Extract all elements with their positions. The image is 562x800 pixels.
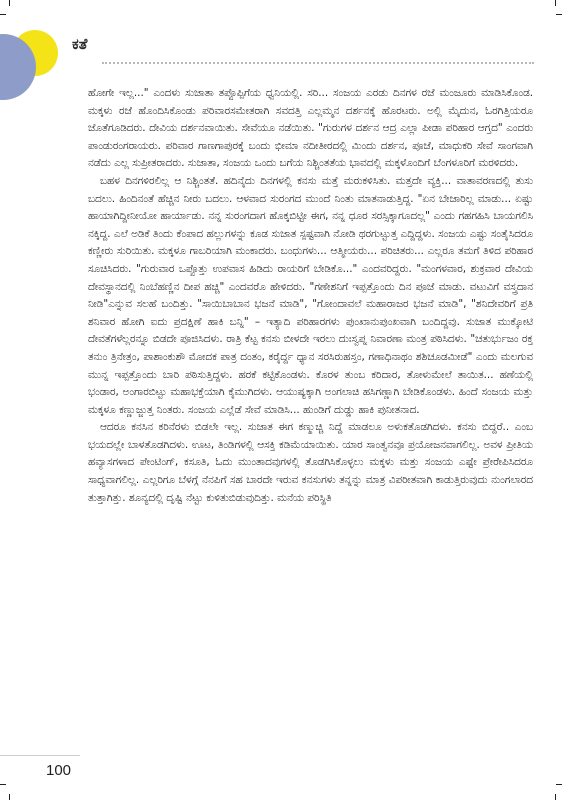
story-body xyxy=(88,85,533,507)
crop-mark xyxy=(9,794,10,800)
crop-mark xyxy=(9,0,10,6)
page-number: 100 xyxy=(46,762,72,779)
crop-mark xyxy=(556,14,562,15)
header-dotted-rule xyxy=(102,62,534,64)
crop-mark xyxy=(556,784,562,785)
paragraph: ಬಹಳ ದಿನಗಳಿರಲಿಲ್ಲ ಆ ನಿಶ್ಚಿಂತತೆ. ಹದಿನೈದು ದಿನಗಳಲ್ಲಿ ಕನಸು ಮತ್ತೆ ಮರುಕಳಿಸಿತು. ಮತ್ತದೇ ವ್ಯಕ್ತಿ... ವಾತಾವರಣದಲ್ಲಿ ತುಸು ಬದಲು. ಹಿಂದಿನಂತೆ ಹೆಚ್ಚಿನ ನೀರು ಬದಲು. ಆಳವಾದ ಸುರಂಗದ ಮುಂದೆ ನಿಂತು ಮಾತನಾಡುತ್ತಿದ್ದ. "ಏನ ಬೇಜಾರಿಲ್ಲ ಮಾಡು... ಏಷ್ಟು ಹಾಯಾಗಿದ್ದೀನೀಯೋ ಹಾರ್ಯಾಡು. ನನ್ನ ಸುರಂಗದಾಗ ಹೊಕ್ಕಬಿಟ್ಟೀ ಈಗ, ನನ್ನ ಧೂರ ಸರಸ್ಸಿಕ್ಕಾಗೂದಲ್ಲ" ಎಂದು ಗಹಗಹಿಸಿ ಬಾಯಗಲಿಸಿ ನಕ್ಕಿದ್ದ. ಎಲೆ ಅಡಿಕೆ ತಿಂದು ಕೆಂಪಾದ ಹಲ್ಲುಗಳನ್ನು ಕೂಡ ಸುಜಾತ ಸ್ಪಷ್ಟವಾಗಿ ನೋಡಿ ಥರಗುಟ್ಟುತ್ತ ಎದ್ದಿದ್ದಳು. ಸಂಜಯ ಎಷ್ಟು ಸಂತೈಸಿದರೂ ಕಣ್ಣೀರು ಸುರಿಯಿತು. ಮಕ್ಕಳೂ ಗಾಬರಿಯಾಗಿ ಮಂಕಾದರು. ಬಂಧುಗಳು... ಆತ್ಮೀಯರು... ಪರಿಚಿತರು... ಎಲ್ಲರೂ ತಮಗೆ ತಿಳಿದ ಪರಿಹಾರ ಸೂಚಿಸಿದರು. "ಗುರುವಾರ ಒಪ್ಪೊತ್ತು ಉಪವಾಸ ಹಿಡಿದು ರಾಯರಿಗೆ ಬೇಡಿಕೊ..." ಎಂದವರಿದ್ದರು. "ಮಂಗಳವಾರ, ಶುಕ್ರವಾರ ದೇವಿಯ ದೇವಸ್ಥಾನದಲ್ಲಿ ನಿಂಬೆಹಣ್ಣಿನ ದೀಪ ಹಚ್ಚಿ" ಎಂದವರೊ ಹೇಳಿದರು. "ಗಣೇಶನಿಗೆ ಇಪ್ಪತ್ತೊಂದು ದಿನ ಪೂಜೆ ಮಾಡು. ವಟುವಿಗೆ ವಸ್ತ್ರದಾನ ನೀಡಿ"ಎನ್ನುವ ಸಲಹೆ ಬಂದಿತ್ತು. "ಸಾಯಿಬಾಬಾನ ಭಜನೆ ಮಾಡಿ", "ಗೋಂದಾವಲೆ ಮಹಾರಾಜರ ಭಜನೆ ಮಾಡಿ", "ಶನಿದೇವರಿಗೆ ಪ್ರತಿ ಶನಿವಾರ ಹೋಗಿ ಐದು ಪ್ರದಕ್ಷಿಣೆ ಹಾಕಿ ಬನ್ನಿ" – ಇತ್ಯಾದಿ ಪರಿಹಾರಗಳು ಪುಂಖಾನುಪುಂಖವಾಗಿ ಬಂದಿದ್ದವು. ಸುಜಾತ ಮುಕ್ಕೋಟಿ ದೇವತೆಗಳೆಲ್ಲರನ್ನೂ ಬಿಡದೇ ಪೂಜಿಸಿದಳು. ರಾತ್ರಿ ಕೆಟ್ಟ ಕನಸು ಬೀಳದೇ ಇರಲು ದುಃಸ್ವಪ್ನ ನಿವಾರಣಾ ಮಂತ್ರ ಪಠಿಸಿದಳು. "ಚತುರ್ಭುಜಂ ರಕ್ತ ತನುಂ ತ್ರಿನೇತ್ರಂ, ಪಾಶಾಂಕುಶೌ ಮೋದಕ ಪಾತ್ರ ದಂತಂ, ಕರೈರ್ದ್ದ ಧ್ಯಾನ ಸರಸಿರುಹಸ್ತಂ, ಗಣಾಧಿನಾಥಂ ಶಶಿಚೂಡಮೀಡೆ" ಎಂದು ಮಲಗುವ ಮುನ್ನ ಇಪ್ಪತ್ತೊಂದು ಬಾರಿ ಪಠಿಸುತ್ತಿದ್ದಳು. ಹರಕೆ ಕಟ್ಟಿಕೊಂಡಳು. ಕೊರಳ ತುಂಬ ಕರಿದಾರ, ತೋಳುಮೇಲೆ ತಾಯಿತ... ಹಣೆಯಲ್ಲಿ ಭಂಡಾರ, ಅಂಗಾರಬಿಟ್ಟು ಮಹಾಭಕ್ತೆಯಾಗಿ ಕೈಮುಗಿದಳು. ಆಯುಷ್ಯಕ್ಕಾಗಿ ಅಂಗಲಾಚಿ ಹಸಿಗಣ್ಣಾಗಿ ಬೇಡಿಕೊಂಡಳು. ಹಿಂದೆ ಸಂಜಯ ಮತ್ತು ಮಕ್ಕಳೂ ಕಣ್ಣುಜ್ಜುತ್ತ ನಿಂತರು. ಸಂಜಯ ಎಲ್ಲೆಡೆ ಸೇವೆ ಮಾಡಿಸಿ... ಹುಂಡಿಗೆ ದುಡ್ಡು ಹಾಕಿ ಪುನೀತನಾದ. xyxy=(88,174,533,416)
crop-mark xyxy=(0,784,6,785)
crop-mark xyxy=(0,14,6,15)
paragraph: ಆದರೂ ಕನಸಿನ ಕರಿನೆರಳು ಬಿಡಲೇ ಇಲ್ಲ. ಸುಜಾತ ಈಗ ಕಣ್ಮುಚ್ಚಿ ನಿದ್ದೆ ಮಾಡಲೂ ಅಳುಕತೊಡಗಿದಳು. ಕನಸು ಬಿದ್ದರೆ.. ಎಂಬ ಭಯದಲ್ಲೇ ಬಾಳತೊಡಗಿದಳು. ಊಟ, ತಿಂಡಿಗಳಲ್ಲಿ ಆಸಕ್ತಿ ಕಡಿಮೆಯಾಯಿತು. ಯಾರ ಸಾಂತ್ವನವೂ ಪ್ರಯೋಜನವಾಗಲಿಲ್ಲ. ಅವಳ ಪ್ರೀತಿಯ ಹವ್ಯಾಸಗಳಾದ ಪೇಂಟಿಂಗ್, ಕಸೂತಿ, ಓದು ಮುಂತಾದವುಗಳಲ್ಲಿ ತೊಡಗಿಸಿಕೊಳ್ಳಲು ಮಕ್ಕಳು ಮತ್ತು ಸಂಜಯ ಎಷ್ಟೇ ಪ್ರೇರೇಪಿಸಿದರೂ ಸಾಧ್ಯವಾಗಲಿಲ್ಲ. ಎಲ್ಲರಿಗೂ ಬೆಳಗ್ಗೆ ನೆನಪಿಗೆ ಸಹ ಬಾರದೇ ಇರುವ ಕನಸುಗಳು ತನ್ನನ್ನು ಮಾತ್ರ ವಿಪರೀತವಾಗಿ ಕಾಡುತ್ತಿರುವುದು ನುಂಗಲಾರದ ತುತ್ತಾಗಿತ್ತು. ಶೂನ್ಯದಲ್ಲಿ ದೃಷ್ಟಿ ನೆಟ್ಟು ಕುಳಿತುಬಿಡುವುದಿತ್ತು. ಮನೆಯ ಪರಿಸ್ಥಿತಿ xyxy=(88,421,533,504)
crop-mark xyxy=(555,0,556,6)
crop-mark xyxy=(555,794,556,800)
paragraph: ಹೋಗೇ ಇಲ್ಲ..." ಎಂದಳು ಸುಜಾತಾ ತಪ್ಪೊಪ್ಪಿಗೆಯ ಧ್ವನಿಯಲ್ಲಿ. ಸರಿ... ಸಂಜಯ ಎರಡು ದಿನಗಳ ರಜೆ ಮಂಜೂರು ಮಾಡಿಸಿಕೊಂಡ. ಮಕ್ಕಳು ರಜೆ ಹೊಂದಿಸಿಕೊಂಡು ಪರಿವಾರಸಮೇತರಾಗಿ ಸವದತ್ತಿ ಎಲ್ಲಮ್ಮನ ದರ್ಶನಕ್ಕೆ ಹೊರಟರು. ಅಲ್ಲಿ ಮೈದುನ, ಓರಗಿತ್ತಿಯರೂ ಜೊತೆಗೂಡಿದರು. ದೇವಿಯ ದರ್ಶನವಾಯಿತು. ಸೇವೆಯೂ ನಡೆಯಿತು. "ಗುರುಗಳ ದರ್ಶನ ಆದ್ರ ಎಲ್ಲಾ ಪೀಡಾ ಪರಿಹಾರ ಆಗ್ತದ" ಎಂದರು ಪಾಂಡುರಂಗರಾಯರು. ಪರಿವಾರ ಗಾಣಗಾಪುರಕ್ಕೆ ಬಂದು ಭೀಮಾ ನದೀತೀರದಲ್ಲಿ ಮಿಂದು ದರ್ಶನ, ಪೂಜೆ, ಮಾಧುಕರಿ ಸೇವೆ ಸಾಂಗವಾಗಿ ನಡೆದು ಎಲ್ಲ ಸುಪ್ರೀತರಾದರು. ಸುಜಾತಾ, ಸಂಜಯ ಒಂದು ಬಗೆಯ ನಿಶ್ಚಿಂತತೆಯ ಭಾವದಲ್ಲಿ ಮಕ್ಕಳೊಂದಿಗೆ ಬೆಂಗಳೂರಿಗೆ ಮರಳಿದರು. xyxy=(88,87,533,170)
footer-rule xyxy=(0,755,80,756)
section-title: ಕತೆ xyxy=(72,35,88,53)
